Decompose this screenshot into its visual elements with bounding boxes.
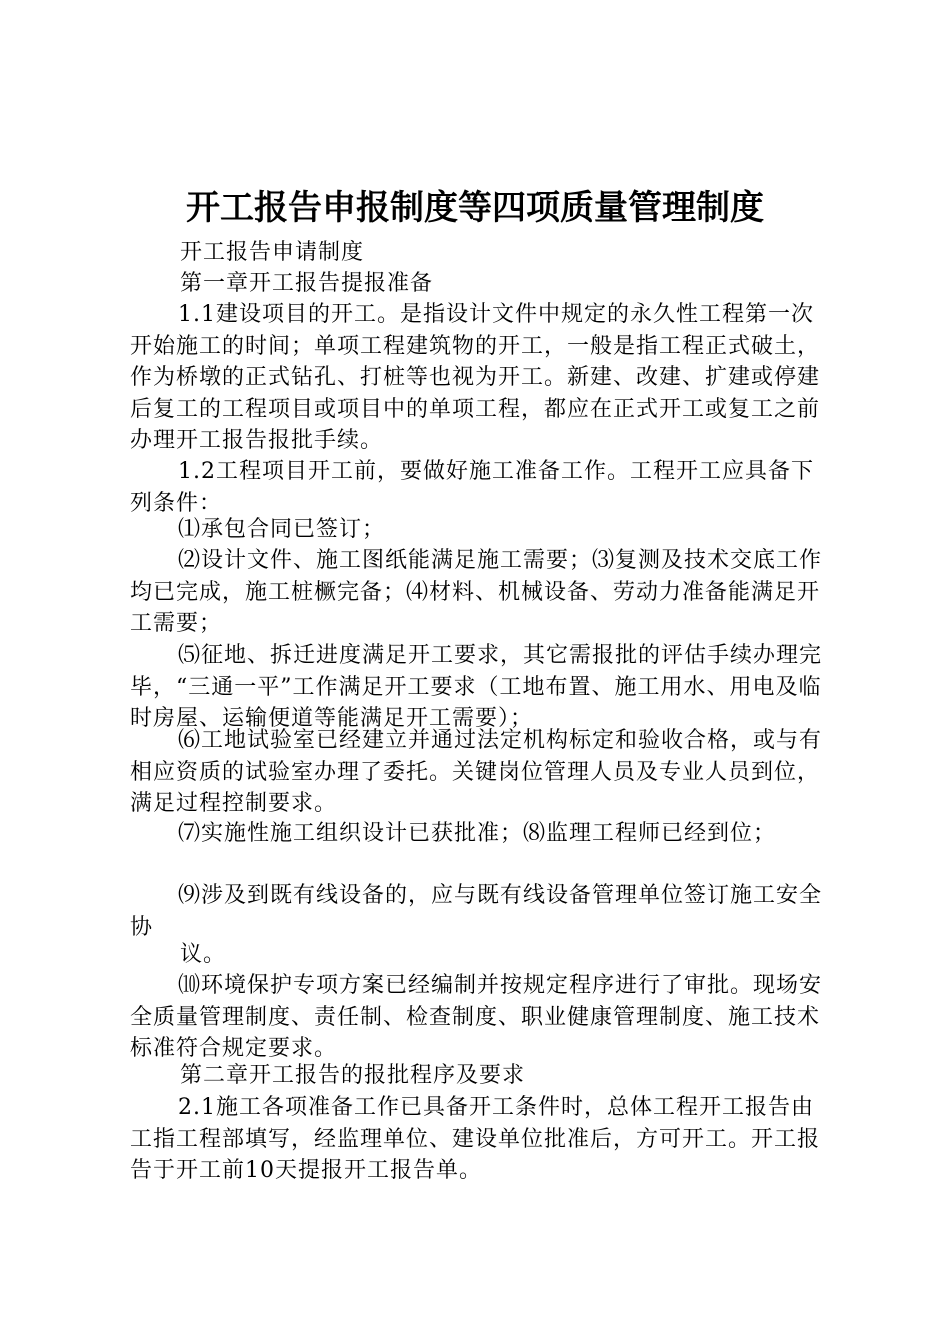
list-item: ⑹工地试验室已经建立并通过法定机构标定和验收合格，或与有相应资质的试验室办理了委托。关键岗位管理人员及专业人员到位，满足过程控制要求。 [130,728,823,816]
paragraph: 1.1建设项目的开工。是指设计文件中规定的永久性工程第一次开始施工的时间；单项工程建筑物的开工，一般是指工程正式破土，作为桥墩的正式钻孔、打桩等也视为开工。新建、改建、扩建或停建后复工的工程项目或项目中的单项工程，都应在正式开工或复工之前办理开工报告报批手续。 [130,302,821,453]
document-title: 开工报告申报制度等四项质量管理制度 [186,188,764,228]
list-item: ⑽环境保护专项方案已经编制并按规定程序进行了审批。现场安全质量管理制度、责任制、检查制度、职业健康管理制度、施工技术标准符合规定要求。 [130,973,823,1061]
list-item-continuation: 议。 [180,942,227,967]
list-item: ⑺实施性施工组织设计已获批准；⑻监理工程师已经到位； [178,821,777,846]
list-item: ⑼涉及到既有线设备的，应与既有线设备管理单位签订施工安全协 [130,883,823,940]
list-item: ⑴承包合同已签订； [178,517,386,542]
chapter-heading: 第一章开工报告提报准备 [180,271,434,296]
paragraph: 1.2工程项目开工前，要做好施工准备工作。工程开工应具备下列条件： [130,459,814,516]
list-item: ⑵设计文件、施工图纸能满足施工需要；⑶复测及技术交底工作均已完成，施工桩橛完备；⑷材料、机械设备、劳动力准备能满足开工需要； [130,548,823,636]
list-item: ⑸征地、拆迁进度满足开工要求，其它需报批的评估手续办理完毕，“三通一平”工作满足开工要求（工地布置、施工用水、用电及临时房屋、运输便道等能满足开工需要）； [130,643,823,731]
subtitle: 开工报告申请制度 [180,240,365,265]
chapter-heading: 第二章开工报告的报批程序及要求 [180,1063,526,1088]
paragraph: 2.1施工各项准备工作已具备开工条件时，总体工程开工报告由工指工程部填写，经监理单位、建设单位批准后，方可开工。开工报告于开工前10天提报开工报告单。 [130,1095,821,1183]
